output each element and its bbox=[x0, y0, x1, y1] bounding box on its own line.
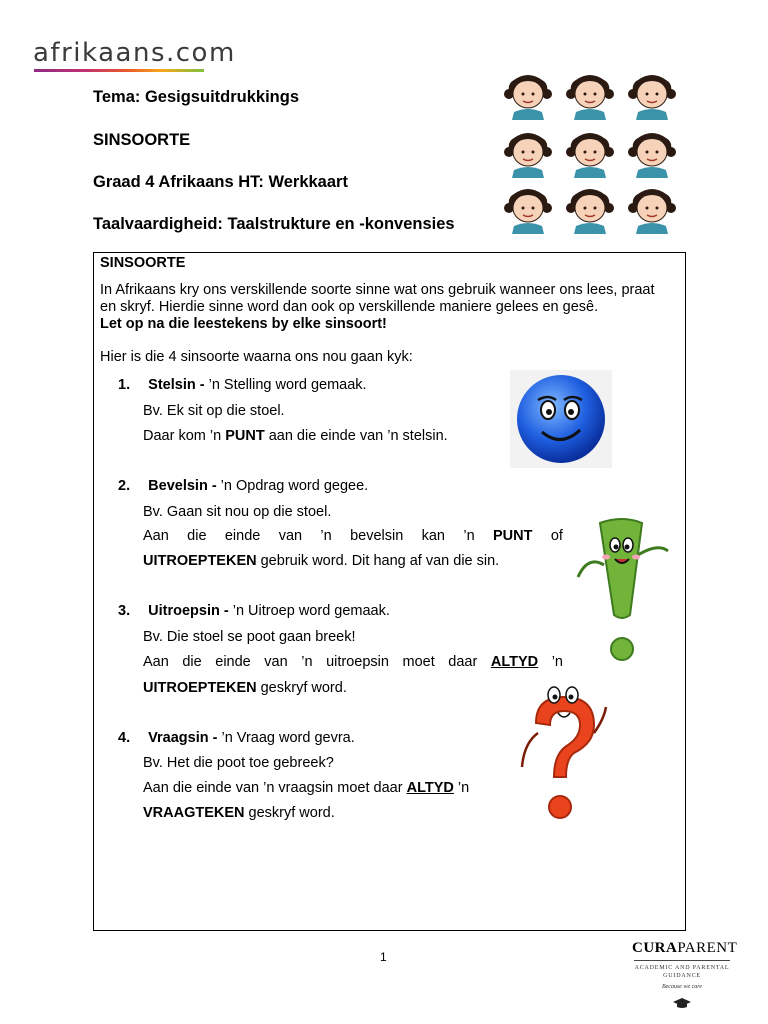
item-rule: Aan die einde van ’n vraagsin moet daar ALTYD ’n bbox=[143, 780, 470, 796]
item-example: Bv. Het die poot toe gebreek? bbox=[143, 755, 334, 771]
list-item bbox=[118, 730, 355, 747]
intro-bold-line: Let op na die leestekens by elke sinsoort! bbox=[100, 316, 387, 332]
item-rule: Daar kom ’n PUNT aan die einde van ’n stelsin. bbox=[143, 428, 448, 444]
item-number: 3. bbox=[118, 603, 131, 619]
item-number: 4. bbox=[118, 730, 131, 746]
intro-line-1: In Afrikaans kry ons verskillende soorte sinne wat ons gebruik wanneer ons lees, praat bbox=[100, 282, 655, 298]
logo-color-bar bbox=[34, 69, 204, 72]
facial-expressions-image bbox=[500, 70, 680, 236]
brand-tagline: ACADEMIC AND PARENTAL GUIDANCE bbox=[634, 965, 730, 979]
item-definition: ’n Opdrag word gegee. bbox=[216, 478, 369, 494]
item-term: Bevelsin - bbox=[148, 478, 217, 494]
box-title: SINSOORTE bbox=[100, 255, 186, 271]
curaparent-logo bbox=[632, 940, 738, 1014]
item-example: Bv. Gaan sit nou op die stoel. bbox=[143, 504, 332, 520]
list-item bbox=[118, 377, 367, 394]
item-example: Bv. Ek sit op die stoel. bbox=[143, 403, 285, 419]
list-item bbox=[118, 478, 368, 495]
item-example: Bv. Die stoel se poot gaan breek! bbox=[143, 629, 356, 645]
brand-part-a: CURA bbox=[632, 940, 678, 956]
graduation-cap-icon bbox=[632, 996, 732, 1014]
brand-motto: Because we care bbox=[661, 984, 703, 990]
theme-heading: Tema: Gesigsuitdrukkings bbox=[93, 88, 299, 106]
brand-part-b: PARENT bbox=[677, 940, 738, 956]
question-mark-character-icon bbox=[518, 683, 610, 823]
item-number: 2. bbox=[118, 478, 131, 494]
item-rule-cont: UITROEPTEKEN gebruik word. Dit hang af van die sin. bbox=[143, 553, 500, 569]
item-definition: ’n Stelling word gemaak. bbox=[204, 377, 367, 393]
item-term: Stelsin - bbox=[148, 377, 205, 393]
blue-smiley-icon bbox=[510, 370, 612, 468]
item-definition: ’n Vraag word gevra. bbox=[217, 730, 355, 746]
item-definition: ’n Uitroep word gemaak. bbox=[228, 603, 390, 619]
item-term: Vraagsin - bbox=[148, 730, 218, 746]
item-rule-cont: UITROEPTEKEN geskryf word. bbox=[143, 680, 347, 696]
page-number: 1 bbox=[380, 950, 387, 964]
list-item bbox=[118, 603, 390, 620]
item-rule: Aan die einde van ’n bevelsin kan ’n PUNT of bbox=[143, 528, 563, 544]
sinsoorte-heading: SINSOORTE bbox=[93, 131, 191, 149]
lead-line: Hier is die 4 sinsoorte waarna ons nou gaan kyk: bbox=[100, 349, 413, 365]
skill-heading: Taalvaardigheid: Taalstrukture en -konvensies bbox=[93, 215, 455, 233]
site-logo: afrikaans.com bbox=[33, 38, 236, 68]
item-rule-cont: VRAAGTEKEN geskryf word. bbox=[143, 805, 335, 821]
grade-heading: Graad 4 Afrikaans HT: Werkkaart bbox=[93, 173, 348, 191]
intro-line-2: en skryf. Hierdie sinne word dan ook op verskillende maniere gelees en gesê. bbox=[100, 299, 599, 315]
exclamation-character-icon bbox=[570, 515, 675, 663]
item-term: Uitroepsin - bbox=[148, 603, 229, 619]
item-number: 1. bbox=[118, 377, 131, 393]
item-rule: Aan die einde van ’n uitroepsin moet daar ALTYD ’n bbox=[143, 654, 563, 670]
